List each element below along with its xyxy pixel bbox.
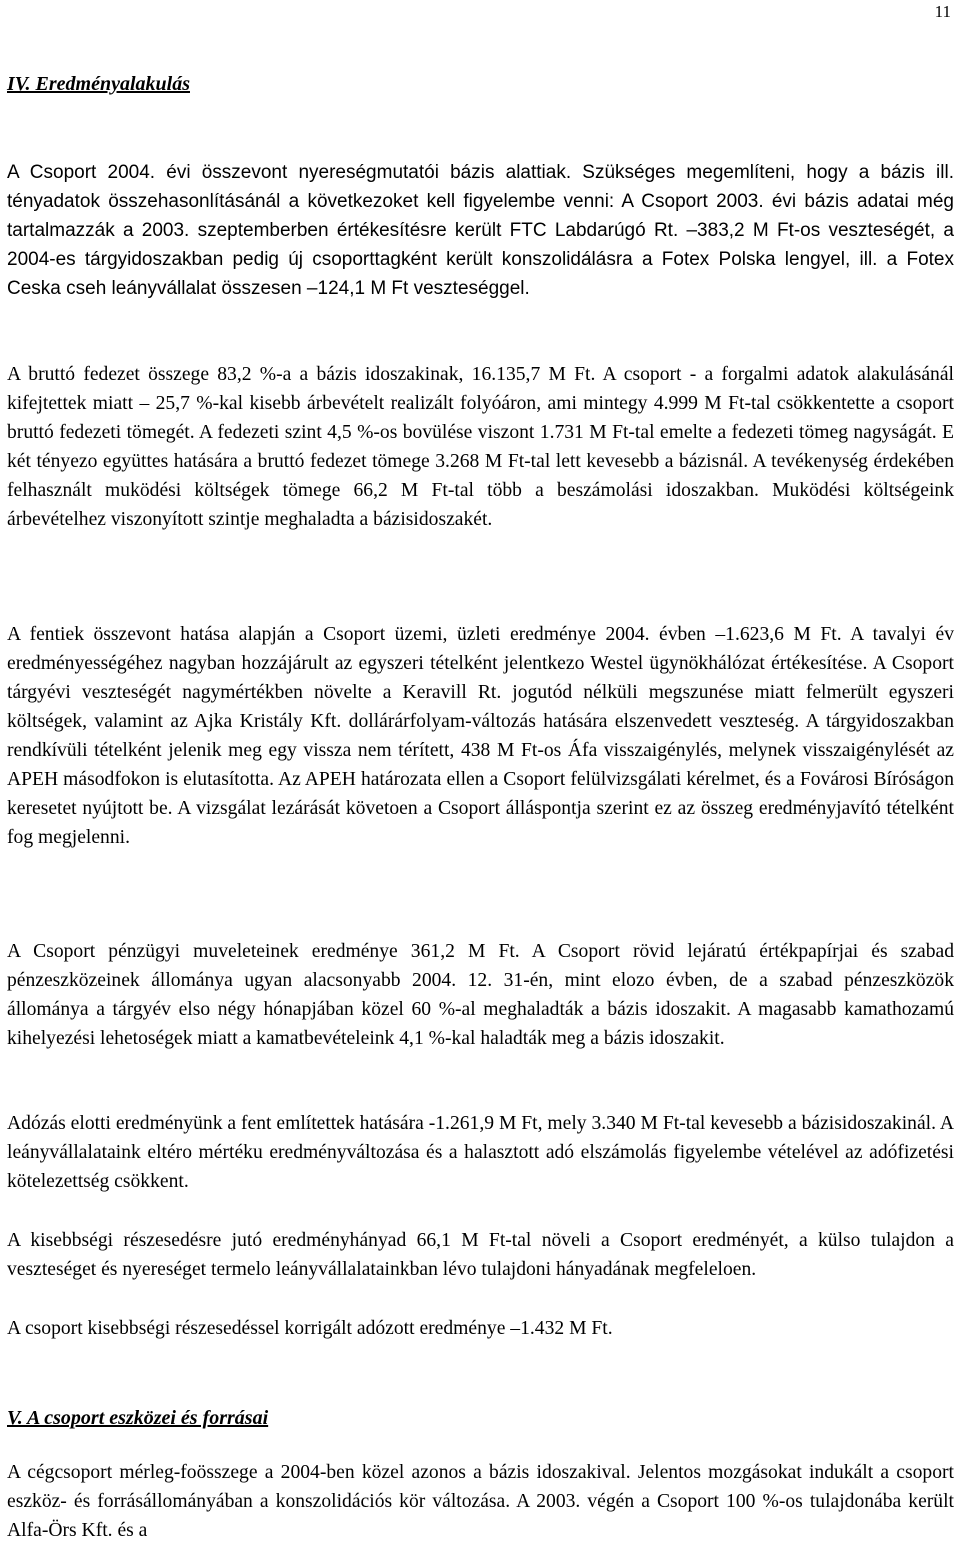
paragraph-adjusted-result: A csoport kisebbségi részesedéssel korrigált adózott eredménye –1.432 M Ft. [7,1318,613,1339]
page-number: 11 [934,2,951,21]
paragraph-base-notes: A Csoport 2004. évi összevont nyereségmutatói bázis alattiak. Szükséges megemlíteni, hogy a bázis ill. tényadatok összehasonlításánál a következoket kell figyelembe venni: A Csoport 2003. évi bázis adatai még tartalmazzák a 2003. szeptemberben értékesítésre került FTC Labdarúgó Rt. –383,2 M Ft-os veszteségét, a 2004-es tárgyidoszakban pedig új csoporttagként került konszolidálásra a Fotex Polska lengyel, ill. a Fotex Ceska cseh leányvállalat összesen –124,1 M Ft veszteséggel. [7,162,954,299]
paragraph-pretax-result: Adózás elotti eredményünk a fent említettek hatására -1.261,9 M Ft, mely 3.340 M Ft-tal kevesebb a bázisidoszakinál. A leányvállalataink eltéro mértéku eredményváltozása és a halasztott adó elszámolás figyelembe vételével az adófizetési kötelezettség csökkent. [7,1113,954,1192]
paragraph-minority-share: A kisebbségi részesedésre jutó eredményhányad 66,1 M Ft-tal növeli a Csoport eredményét, a külso tulajdon a veszteséget és nyereséget termelo leányvállalatainkban lévo tulajdoni hányadának megfeleloen. [7,1230,954,1280]
paragraph-financial-result: A Csoport pénzügyi muveleteinek eredménye 361,2 M Ft. A Csoport rövid lejáratú értékpapírjai és szabad pénzeszközeinek állománya ugyan alacsonyabb 2004. 12. 31-én, mint elozo évben, de a szabad pénzeszközök állománya a tárgyév elso négy hónapjában közel 60 %-al meghaladták a bázis idoszakit. A magasabb kamathozamú kihelyezési lehetoségek miatt a kamatbevételeink 4,1 %-kal haladták meg a bázis idoszakit. [7,941,954,1049]
paragraph-operating-result: A fentiek összevont hatása alapján a Csoport üzemi, üzleti eredménye 2004. évben –1.623,6 M Ft. A tavalyi év eredményességéhez nagyban hozzájárult az egyszeri tételként jelentkezo Westel ügynökhálózat értékesítése. A Csoport tárgyévi veszteségét nagymértékben növelte a Keravill Rt. jogutód nélküli megszunése miatt felmerült egyszeri költségek, valamint az Ajka Kristály Kft. dollárárfolyam-változás hatására elszenvedett veszteség. A tárgyidoszakban rendkívüli tételként jelenik meg egy vissza nem térített, 438 M Ft-os Áfa visszaigénylés, melynek visszaigénylését az APEH másodfokon is elutasította. Az APEH határozata ellen a Csoport felülvizsgálati kérelmet, és a Fovárosi Bíróságon keresetet nyújtott be. A vizsgálat lezárását követoen a Csoport álláspontja szerint ez az összeg eredményjavító tételként fog megjelenni. [7,624,954,848]
paragraph-balance-sheet: A cégcsoport mérleg-foösszege a 2004-ben közel azonos a bázis idoszakival. Jelentos mozgásokat indukált a csoport eszköz- és forrásállományában a konszolidációs kör változása. A 2003. végén a Csoport 100 %-os tulajdonába került Alfa-Örs Kft. és a [7,1462,954,1541]
section-5-heading: V. A csoport eszközei és forrásai [7,1407,269,1429]
paragraph-gross-margin: A bruttó fedezet összege 83,2 %-a a bázis idoszakinak, 16.135,7 M Ft. A csoport - a forgalmi adatok alakulásánál kifejtettek miatt – 25,7 %-kal kisebb árbevételt realizált folyóáron, ami mintegy 4.999 M Ft-tal csökkentette a csoport bruttó fedezeti tömegét. A fedezeti szint 4,5 %-os bovülése viszont 1.731 M Ft-tal emelte a fedezeti tömeg nagyságát. E két tényezo együttes hatására a bruttó fedezet tömege 3.268 M Ft-tal lett kevesebb a bázisnál. A tevékenység érdekében felhasznált muködési költségek tömege 66,2 M Ft-tal több a beszámolási idoszakban. Muködési költségeink árbevételhez viszonyított szintje meghaladta a bázisidoszakét. [7,364,954,530]
section-4-heading: IV. Eredményalakulás [7,73,190,95]
